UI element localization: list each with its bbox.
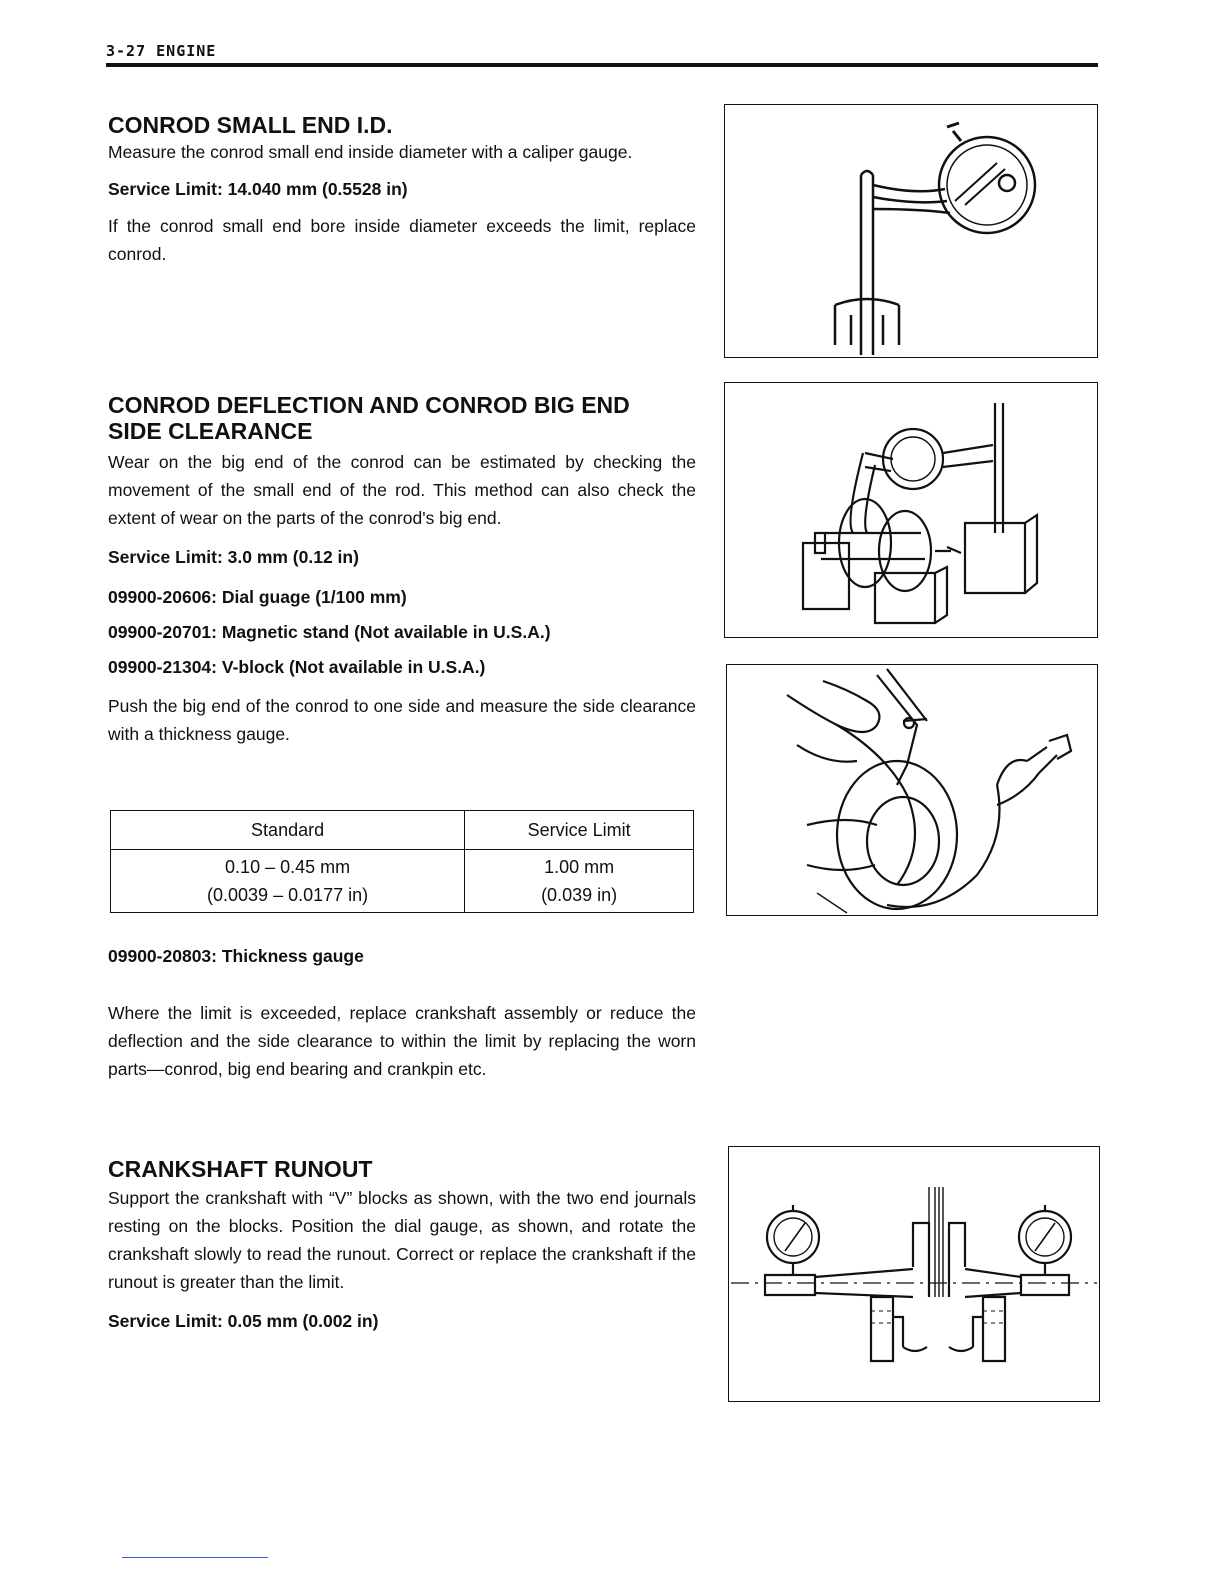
section-title: CONROD SMALL END I.D. <box>108 112 393 138</box>
tool-item <box>108 621 696 643</box>
tool-name: Thickness gauge <box>221 946 364 966</box>
tool-name: Magnetic stand (Not available in U.S.A.) <box>221 622 551 642</box>
tool-number: 09900-20803: <box>108 946 217 966</box>
standard-in: (0.0039 – 0.0177 in) <box>207 885 369 905</box>
tool-number: 09900-20701: <box>108 622 217 642</box>
table-header-limit: Service Limit <box>465 811 694 850</box>
dial-gauge-stand-illustration <box>725 383 1097 637</box>
tool-number: 09900-21304: <box>108 657 217 677</box>
limit-mm: 1.00 mm <box>544 857 615 877</box>
table-header-row <box>111 811 694 850</box>
standard-mm: 0.10 – 0.45 mm <box>225 857 351 877</box>
push-text: Push the big end of the conrod to one side and measure the side clearance with a thickness gauge. <box>108 696 696 744</box>
table-cell-limit <box>465 850 694 913</box>
thickness-gauge-illustration <box>727 665 1097 915</box>
page-header <box>106 42 1098 67</box>
thickness-tool <box>108 945 696 967</box>
exceeded-text: Where the limit is exceeded, replace crankshaft assembly or reduce the deflection and the side clearance to within the limit by replacing the worn parts—conrod, big end bearing and crankpin etc. <box>108 1003 696 1079</box>
crankshaft-runout-illustration <box>729 1147 1099 1401</box>
section-text: Support the crankshaft with “V” blocks as shown, with the two end journals resting on the blocks. Position the dial gauge, as shown, and rotate the crankshaft slowly to read the runout. Correct or replace the crankshaft if the runout is greater than the limit. <box>108 1188 696 1292</box>
figure-caliper-gauge <box>724 104 1098 358</box>
figure-thickness-gauge <box>726 664 1098 916</box>
service-limit: Service Limit: 14.040 mm (0.5528 in) <box>108 179 408 199</box>
tool-name: Dial guage (1/100 mm) <box>221 587 407 607</box>
figure-crankshaft-runout <box>728 1146 1100 1402</box>
section-text: Wear on the big end of the conrod can be estimated by checking the movement of the small end of the rod. This method can also check the extent of wear on the parts of the conrod's big end. <box>108 452 696 528</box>
section-conrod-small-end <box>108 112 696 268</box>
tool-item <box>108 586 696 608</box>
figure-dial-gauge-stand <box>724 382 1098 638</box>
tool-item <box>108 656 696 678</box>
section-crankshaft-runout <box>108 1156 696 1332</box>
page-label: 3-27 ENGINE <box>106 42 217 60</box>
table-header-standard: Standard <box>111 811 465 850</box>
table-row <box>111 850 694 913</box>
service-limit: Service Limit: 0.05 mm (0.002 in) <box>108 1311 379 1331</box>
section-title: CRANKSHAFT RUNOUT <box>108 1156 373 1182</box>
tool-number: 09900-20606: <box>108 587 217 607</box>
tool-name: V-block (Not available in U.S.A.) <box>221 657 486 677</box>
section-deflection <box>108 392 696 748</box>
caliper-gauge-illustration <box>725 105 1097 357</box>
service-limit: Service Limit: 3.0 mm (0.12 in) <box>108 547 359 567</box>
table-cell-standard <box>111 850 465 913</box>
clearance-table <box>110 810 694 913</box>
section-title-line1: CONROD DEFLECTION AND CONROD BIG END <box>108 392 630 418</box>
limit-in: (0.039 in) <box>541 885 618 905</box>
tool-list <box>108 586 696 678</box>
section-note: If the conrod small end bore inside diameter exceeds the limit, replace conrod. <box>108 216 696 264</box>
section-text: Measure the conrod small end inside diameter with a caliper gauge. <box>108 142 633 162</box>
footer-rule <box>122 1557 268 1558</box>
section-deflection-continued <box>108 945 696 1083</box>
section-title-line2: SIDE CLEARANCE <box>108 418 313 444</box>
